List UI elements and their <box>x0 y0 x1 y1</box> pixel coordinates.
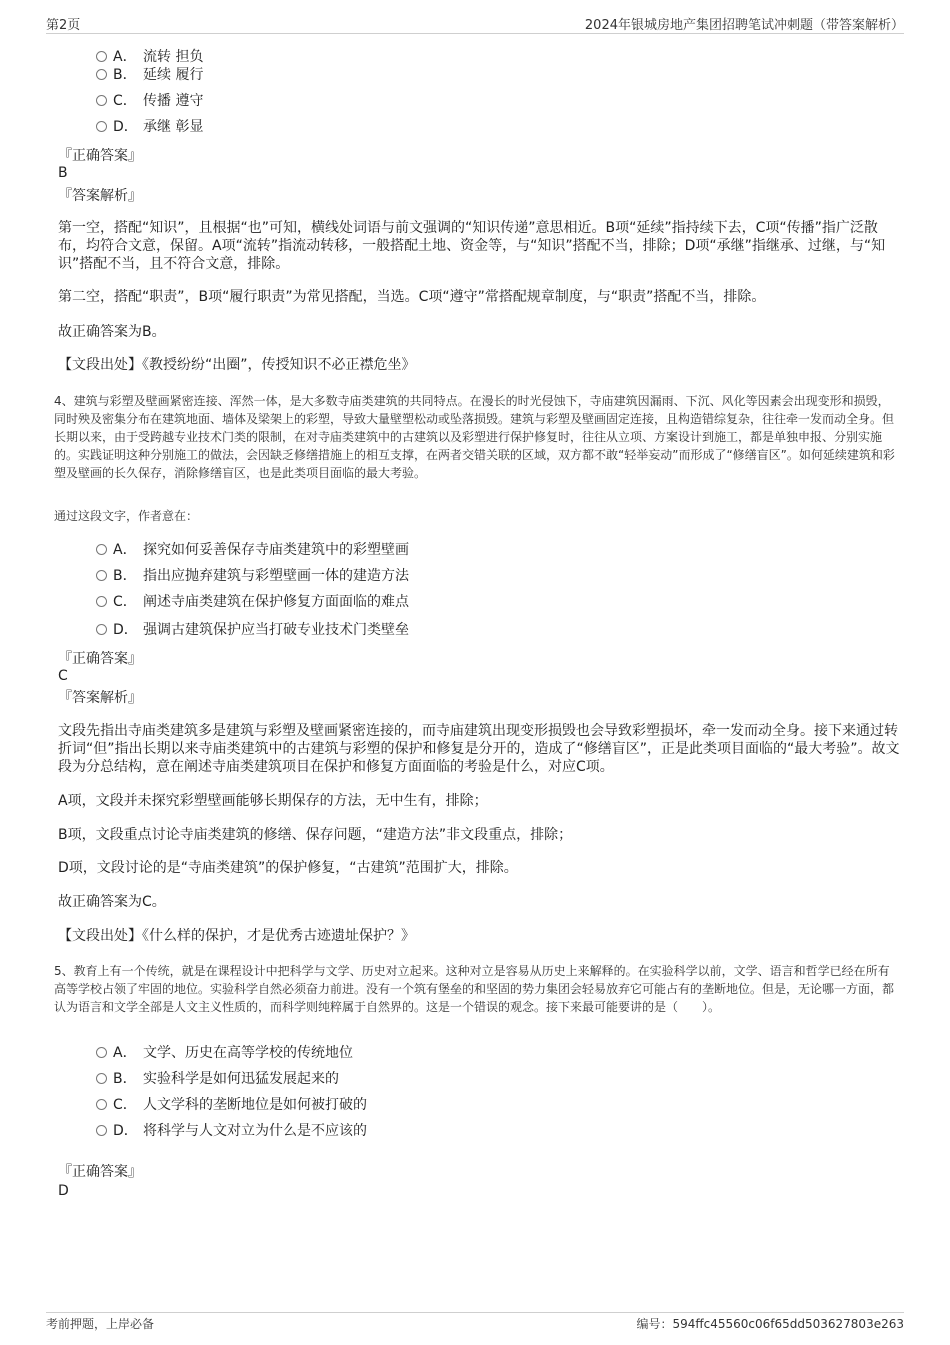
q4-analysis-b: B项，文段重点讨论寺庙类建筑的修缮、保存问题，“建造方法”非文段重点，排除； <box>58 827 573 843</box>
q4-analysis-a: A项，文段并未探究彩塑壁画能够长期保存的方法，无中生有，排除； <box>58 793 488 809</box>
radio-icon[interactable] <box>96 51 107 62</box>
page-number: 第2页 <box>46 18 81 33</box>
radio-icon[interactable] <box>96 121 107 132</box>
footer-divider <box>46 1312 904 1313</box>
q4-option-d[interactable]: D． 强调古建筑保护应当打破专业技术门类壁垒 <box>96 621 409 639</box>
radio-icon[interactable] <box>96 624 107 635</box>
q4-source: 【文段出处】《什么样的保护，才是优秀古迹遗址保护？》 <box>58 928 415 944</box>
radio-icon[interactable] <box>96 544 107 555</box>
q4-answer: C <box>58 668 68 684</box>
q5-answer: D <box>58 1183 69 1199</box>
radio-icon[interactable] <box>96 1125 107 1136</box>
analysis-label: 『答案解析』 <box>58 690 142 706</box>
q4-analysis-d: D项，文段讨论的是“寺庙类建筑”的保护修复，“古建筑”范围扩大，排除。 <box>58 860 518 876</box>
radio-icon[interactable] <box>96 1047 107 1058</box>
q3-option-a[interactable]: A． 流转 担负 <box>96 48 203 66</box>
radio-icon[interactable] <box>96 570 107 581</box>
analysis-label: 『答案解析』 <box>58 188 142 204</box>
q5-stem: 5、教育上有一个传统，就是在课程设计中把科学与文学、历史对立起来。这种对立是容易从历史上来解释的。在实验科学以前，文学、语言和哲学已经在所有高等学校占领了牢固的地位。实验科学自然必须奋力前进。没有一个筑有堡垒的和坚固的势力集团会轻易放弃它可能占有的垄断地位。但是，无论哪一方面，都认为语言和文学全部是人文主义性质的，而科学则纯粹属于自然界的。这是一个错误的观念。接下来最可能要讲的是（ ）。 <box>54 964 895 1014</box>
q4-conclusion: 故正确答案为C。 <box>58 894 166 910</box>
radio-icon[interactable] <box>96 69 107 80</box>
answer-label: 『正确答案』 <box>58 651 142 667</box>
q3-analysis-1: 第一空，搭配“知识”，且根据“也”可知，横线处词语与前文强调的“知识传递”意思相近。B项“延续”指持续下去，C项“传播”指广泛散布，均符合文意，保留。A项“流转”指流动转移，一般搭配土地、资金等，与“知识”搭配不当，排除；D项“承继”指继承、过继，与“知识”搭配不当，且不符合文意，排除。 <box>58 220 886 272</box>
answer-label: 『正确答案』 <box>58 148 142 164</box>
q3-option-d[interactable]: D． 承继 彰显 <box>96 118 203 136</box>
q3-source: 【文段出处】《教授纷纷“出圈”，传授知识不必正襟危坐》 <box>58 357 416 373</box>
q5-option-d[interactable]: D． 将科学与人文对立为什么是不应该的 <box>96 1122 367 1140</box>
q4-prompt: 通过这段文字，作者意在： <box>54 509 199 523</box>
q5-option-c[interactable]: C． 人文学科的垄断地位是如何被打破的 <box>96 1096 367 1114</box>
radio-icon[interactable] <box>96 596 107 607</box>
header-divider <box>46 33 904 34</box>
q3-answer: B <box>58 165 68 181</box>
q4-option-b[interactable]: B． 指出应抛弃建筑与彩塑壁画一体的建造方法 <box>96 567 409 585</box>
q5-option-a[interactable]: A． 文学、历史在高等学校的传统地位 <box>96 1044 353 1062</box>
q3-option-c[interactable]: C． 传播 遵守 <box>96 92 203 110</box>
q5-option-b[interactable]: B． 实验科学是如何迅猛发展起来的 <box>96 1070 339 1088</box>
q3-analysis-2: 第二空，搭配“职责”，B项“履行职责”为常见搭配，当选。C项“遵守”常搭配规章制度，与“职责”搭配不当，排除。 <box>58 289 766 305</box>
radio-icon[interactable] <box>96 95 107 106</box>
radio-icon[interactable] <box>96 1099 107 1110</box>
q4-option-c[interactable]: C． 阐述寺庙类建筑在保护修复方面面临的难点 <box>96 593 409 611</box>
q4-analysis-1: 文段先指出寺庙类建筑多是建筑与彩塑及壁画紧密连接的，而寺庙建筑出现变形损毁也会导致彩塑损坏，牵一发而动全身。接下来通过转折词“但”指出长期以来寺庙类建筑中的古建筑与彩塑的保护和修复是分开的，造成了“修缮盲区”，正是此类项目面临的“最大考验”。故文段为分总结构，意在阐述寺庙类建筑项目在保护和修复方面面临的考验是什么，对应C项。 <box>58 723 900 775</box>
q4-option-a[interactable]: A． 探究如何妥善保存寺庙类建筑中的彩塑壁画 <box>96 541 409 559</box>
answer-label: 『正确答案』 <box>58 1164 142 1180</box>
q4-stem: 4、建筑与彩塑及壁画紧密连接、浑然一体，是大多数寺庙类建筑的共同特点。在漫长的时光侵蚀下，寺庙建筑因漏雨、下沉、风化等因素会出现变形和损毁，同时殃及密集分布在建筑地面、墙体及梁架上的彩塑，导致大量壁塑松动或坠落损毁。建筑与彩塑及壁画固定连接，且构造错综复杂，往往牵一发而动全身。但长期以来，由于受跨越专业技术门类的限制，在对寺庙类建筑中的古建筑以及彩塑进行保护修复时，往往从立项、方案设计到施工，都是单独申报、分别实施的。实践证明这种分别施工的做法，会因缺乏修缮措施上的相互支撑，在两者交错关联的区域，双方都不敢“轻举妄动”而形成了“修缮盲区”。如何延续建筑和彩塑及壁画的长久保存，消除修缮盲区，也是此类项目面临的最大考验。 <box>54 394 895 480</box>
document-id: 编号：594ffc45560c06f65dd503627803e263 <box>636 1317 904 1331</box>
footer-slogan: 考前押题，上岸必备 <box>46 1317 155 1331</box>
document-title: 2024年银城房地产集团招聘笔试冲刺题（带答案解析） <box>584 18 904 33</box>
radio-icon[interactable] <box>96 1073 107 1084</box>
q3-option-b[interactable]: B． 延续 履行 <box>96 66 203 84</box>
q3-conclusion: 故正确答案为B。 <box>58 324 166 340</box>
